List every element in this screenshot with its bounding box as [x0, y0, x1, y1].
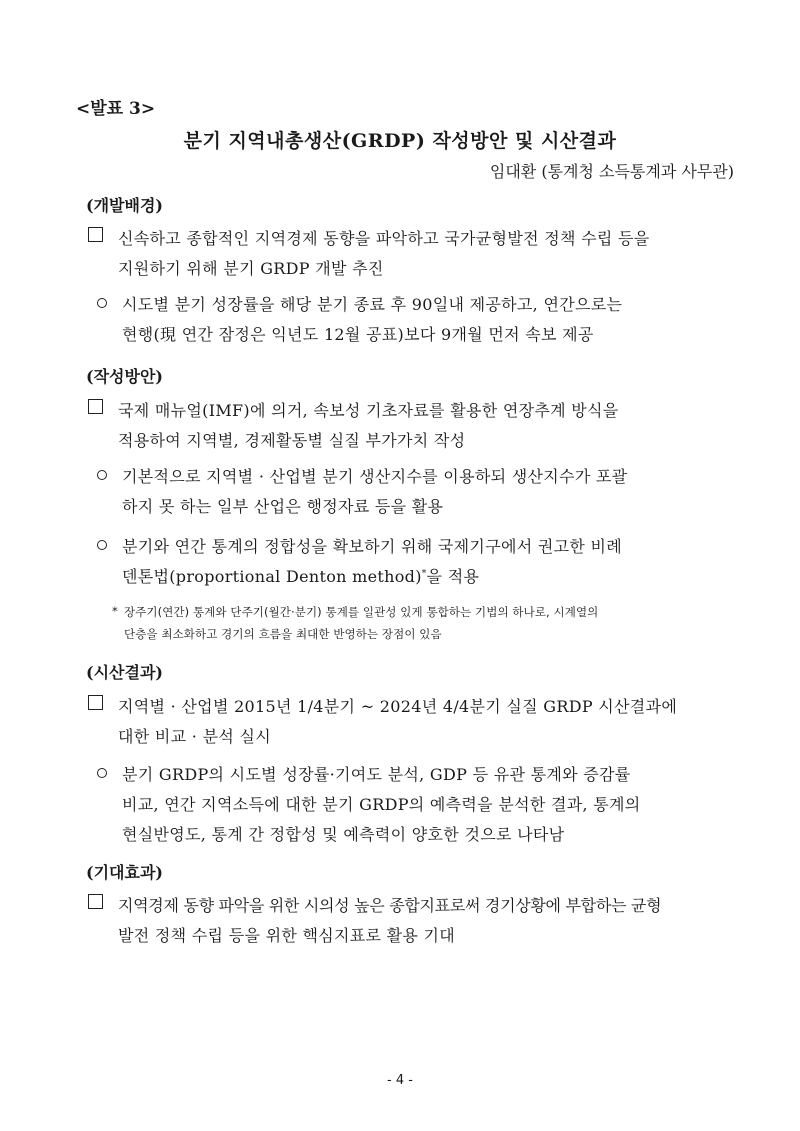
- item-text-line: 발전 정책 수립 등을 위한 핵심지표로 활용 기대: [118, 926, 456, 945]
- bullet-circle: [97, 537, 107, 556]
- item-text-line: 분기 GRDP의 시도별 성장률·기여도 분석, GDP 등 유관 통계와 증감률: [122, 765, 631, 784]
- item-text-line: 비교, 연간 지역소득에 대한 분기 GRDP의 예측력을 분석한 결과, 통계의: [122, 795, 641, 814]
- checkbox-square-icon: [88, 894, 103, 909]
- item-text-line: [122, 564, 479, 587]
- circle-bullet-icon: [97, 540, 107, 550]
- bullet-circle: [97, 467, 107, 486]
- item-text-line: 지역별 · 산업별 2015년 1/4분기 ~ 2024년 4/4분기 실질 GRDP 시산결과에: [118, 697, 678, 716]
- section-heading-method: (작성방안): [86, 367, 163, 386]
- item-text-line: 지역경제 동향 파악을 위한 시의성 높은 종합지표로써 경기상황에 부합하는 균형: [118, 896, 662, 915]
- bullet-square: [88, 398, 103, 417]
- checkbox-square-icon: [88, 399, 103, 414]
- item-text-line: 분기와 연간 통계의 정합성을 확보하기 위해 국제기구에서 권고한 비례: [122, 537, 623, 556]
- item-text-line: 기본적으로 지역별 · 산업별 분기 생산지수를 이용하되 생산지수가 포괄: [122, 467, 628, 486]
- circle-bullet-icon: [97, 470, 107, 480]
- footnote-marker: *: [112, 604, 118, 618]
- bullet-square: [88, 694, 103, 713]
- checkbox-square-icon: [88, 695, 103, 710]
- document-title: 분기 지역내총생산(GRDP) 작성방안 및 시산결과: [183, 130, 617, 152]
- section-heading-expected-effects: (기대효과): [86, 863, 163, 882]
- section-heading-results: (시산결과): [86, 663, 163, 682]
- page-number: - 4 -: [387, 1073, 413, 1088]
- footnote-line: 단층을 최소화하고 경기의 흐름을 최대한 반영하는 장점이 있음: [124, 627, 442, 641]
- denton-method-text: 덴톤법(proportional Denton method): [122, 567, 422, 586]
- item-text-line: 국제 매뉴얼(IMF)에 의거, 속보성 기초자료를 활용한 연장추계 방식을: [118, 401, 619, 420]
- circle-bullet-icon: [97, 298, 107, 308]
- item-text-tail: 을 적용: [426, 567, 480, 586]
- item-text-line: 신속하고 종합적인 지역경제 동향을 파악하고 국가균형발전 정책 수립 등을: [118, 229, 650, 248]
- item-text-line: 적용하여 지역별, 경제활동별 실질 부가가치 작성: [118, 431, 466, 450]
- author-line: 임대환 (통계청 소득통계과 사무관): [489, 162, 734, 181]
- bullet-circle: [97, 765, 107, 784]
- bullet-square: [88, 226, 103, 245]
- bullet-circle: [97, 295, 107, 314]
- item-text-line: 대한 비교 · 분석 실시: [118, 727, 271, 746]
- circle-bullet-icon: [97, 768, 107, 778]
- item-text-line: 하지 못 하는 일부 산업은 행정자료 등을 활용: [122, 497, 444, 516]
- item-text-line: 현행(現 연간 잠정은 익년도 12월 공표)보다 9개월 먼저 속보 제공: [122, 325, 594, 344]
- item-text-line: 지원하기 위해 분기 GRDP 개발 추진: [118, 259, 384, 278]
- bullet-square: [88, 893, 103, 912]
- footnote-marker: *: [421, 569, 427, 579]
- presentation-label: <발표 3>: [76, 99, 156, 119]
- checkbox-square-icon: [88, 227, 103, 242]
- item-text-line: 현실반영도, 통계 간 정합성 및 예측력이 양호한 것으로 나타남: [122, 825, 565, 844]
- section-heading-background: (개발배경): [86, 196, 163, 215]
- item-text-line: 시도별 분기 성장률을 해당 분기 종료 후 90일내 제공하고, 연간으로는: [122, 295, 623, 314]
- footnote-line: 장주기(연간) 통계와 단주기(월간·분기) 통계를 일관성 있게 통합하는 기법의 하나로, 시계열의: [124, 605, 599, 619]
